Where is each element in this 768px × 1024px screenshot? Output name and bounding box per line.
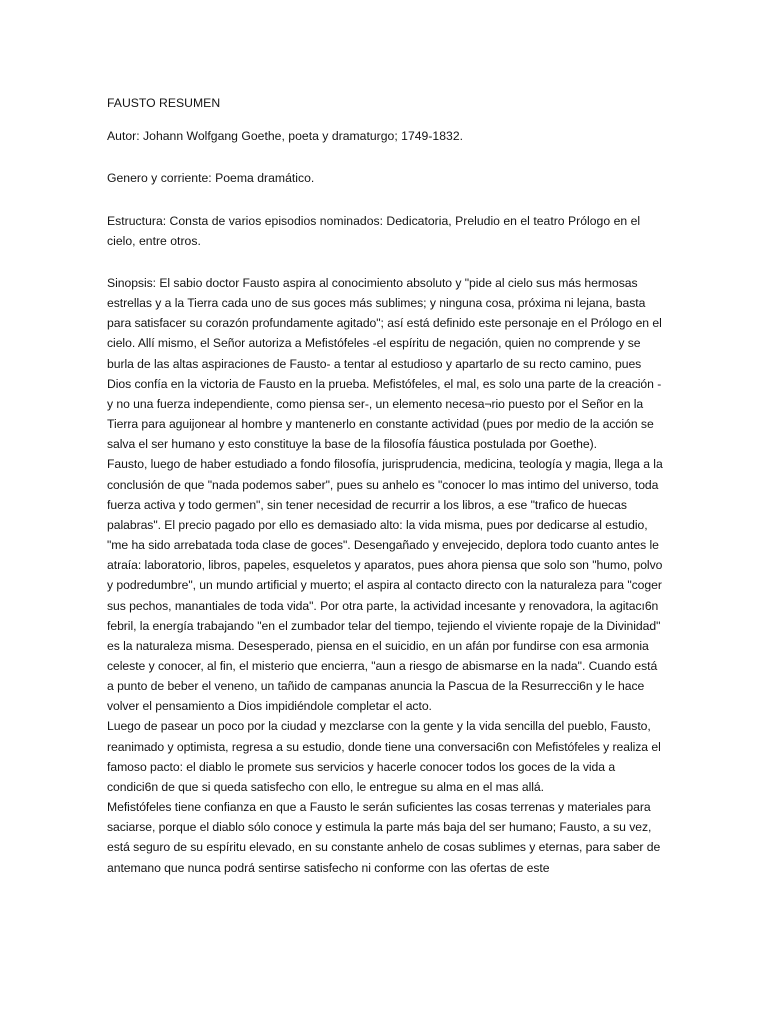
pacto-paragraph: Luego de pasear un poco por la ciudad y mezclarse con la gente y la vida sencilla del pueblo, Fausto, reanimado y optimista, regresa a su estudio, donde tiene una conversaci6n con Mefistófeles y realiza el famoso pacto: el diablo le promete sus servicios y hacerle conocer todos los goces de la vida a condici6n de que si queda satisfecho con ello, le entregue su alma en el mas allá. (107, 719, 661, 794)
sinopsis-paragraph: Sinopsis: El sabio doctor Fausto aspira al conocimiento absoluto y "pide al cielo sus más hermosas estrellas y a la Tierra cada uno de sus goces más sublimes; y ninguna cosa, próxima ni lejana, basta para satisfacer su corazón profundamente agitado"; así está definido este personaje en el Prólogo en el cielo. Allí mismo, el Señor autoriza a Mefistófeles -el espíritu de negación, quien no comprende y se burla de las altas aspiraciones de Fausto- a tentar al estudioso y apartarlo de su recto camino, pues Dios confía en la victoria de Fausto en la prueba. Mefistófeles, el mal, es solo una parte de la creación -y no una fuerza independiente, como piensa ser-, un elemento necesa¬rio puesto por el Señor en la Tierra para aguijonear al hombre y mantenerlo en constante actividad (pues por medio de la acción se salva el ser humano y esto constituye la base de la filosofía fáustica postulada por Goethe). (107, 276, 662, 452)
genre-line: Genero y corriente: Poema dramático. (107, 171, 315, 186)
structure-block (107, 211, 664, 251)
author-line-block (107, 126, 664, 146)
mefistofeles-paragraph: Mefistófeles tiene confianza en que a Fausto le serán suficientes las cosas terrenas y materiales para saciarse, porque el diablo sólo conoce y estimula la parte más baja del ser humano; Fausto, a su vez, está seguro de su espíritu elevado, en su constante anhelo de cosas sublimes y eternas, para saber de antemano que nunca podrá sentirse satisfecho ni conforme con las ofertas de este (107, 800, 661, 875)
genre-line-block (107, 168, 664, 188)
sinopsis-section (107, 273, 664, 878)
fausto-study-paragraph: Fausto, luego de haber estudiado a fondo filosofía, jurisprudencia, medicina, teología y magia, llega a la conclusión de que "nada podemos saber", pues su anhelo es "conocer lo mas intimo del universo, toda fuerza activa y todo germen", sin tener necesidad de recurrir a los libros, a ese "trafico de huecas palabras". El precio pagado por ello es demasiado alto: la vida misma, pues por dedicarse al estudio, "me ha sido arrebatada toda clase de goces". Desengañado y envejecido, deplora todo cuanto antes le atraía: laboratorio, libros, papeles, esqueletos y aparatos, pues ahora piensa que solo son "humo, polvo y podredumbre", un mundo artificial y muerto; el aspira al contacto directo con la naturaleza para "coger sus pechos, manantiales de toda vida". Por otra parte, la actividad incesante y renovadora, la agitacı6n febril, la energía trabajando "en el zumbador telar del tiempo, tejiendo el viviente ropaje de la Divinidad" es la naturaleza misma. Desesperado, piensa en el suicidio, en un afán por fundirse con esa armonia celeste y conocer, al fin, el misterio que encierra, "aun a riesgo de abismarse en la nada". Cuando está a punto de beber el veneno, un tañido de campanas anuncia la Pascua de la Resurrecci6n y le hace volver el pensamiento a Dios impidiéndole completar el acto. (107, 457, 663, 714)
document-title: FAUSTO RESUMEN (107, 96, 221, 110)
author-line: Autor: Johann Wolfgang Goethe, poeta y dramaturgo; 1749-1832. (107, 129, 464, 144)
structure-paragraph: Estructura: Consta de varios episodios nominados: Dedicatoria, Preludio en el teatro Prólogo en el cielo, entre otros. (107, 213, 641, 248)
